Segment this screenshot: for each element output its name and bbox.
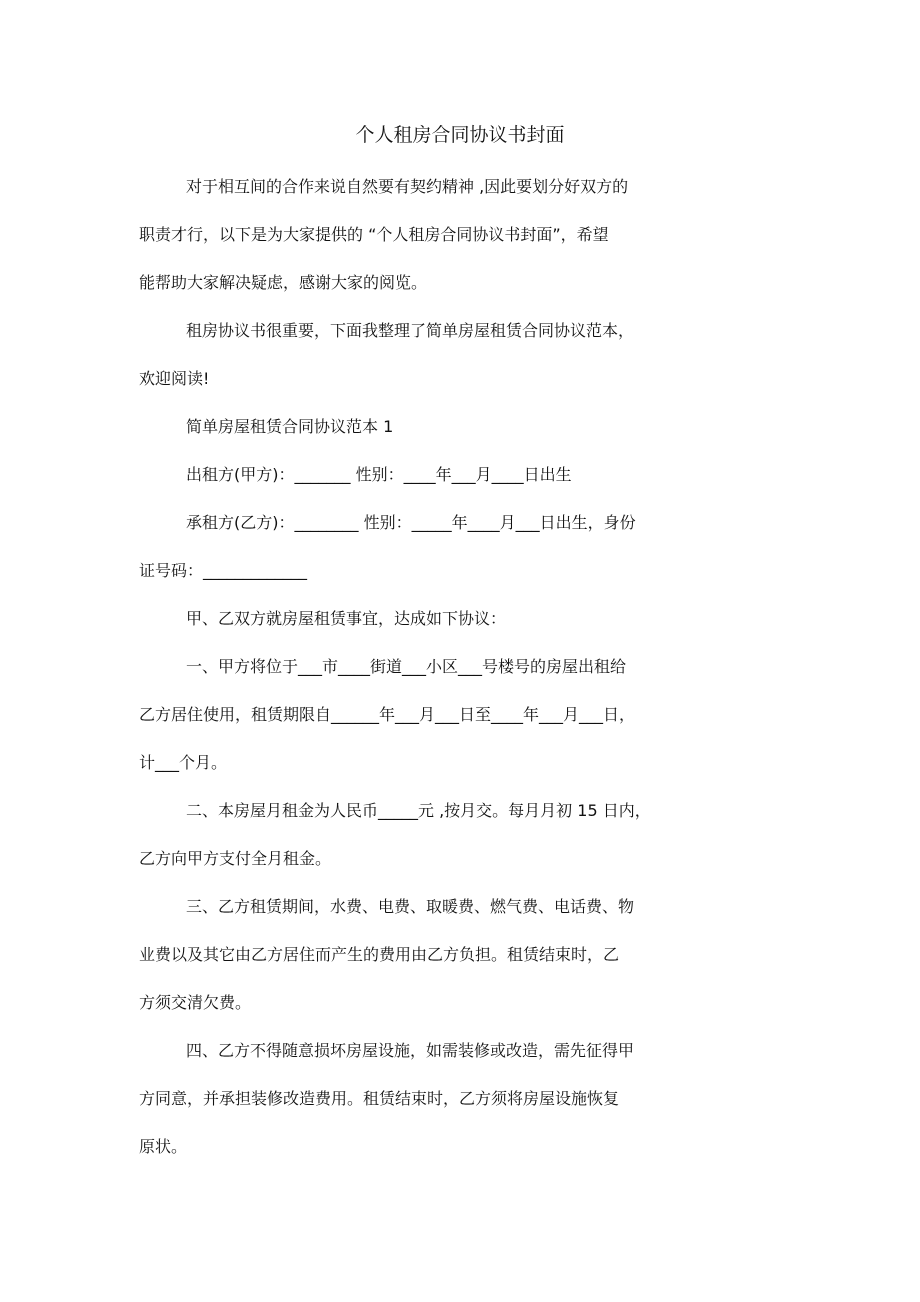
- paragraph-lessor: [139, 459, 803, 507]
- paragraph-agreement: [139, 603, 803, 651]
- text-line: 简单房屋租赁合同协议范本 1: [186, 417, 394, 436]
- text-line: 乙方向甲方支付全月租金。: [139, 849, 332, 868]
- text-line: 业费以及其它由乙方居住而产生的费用由乙方负担。租赁结束时，乙: [139, 945, 620, 964]
- text-line: 欢迎阅读!: [139, 369, 210, 388]
- text-line: 方同意，并承担装修改造费用。租赁结束时，乙方须将房屋设施恢复: [139, 1089, 620, 1108]
- text-line: 四、乙方不得随意损坏房屋设施，如需装修或改造，需先征得甲: [186, 1041, 635, 1060]
- text-line: 职责才行，以下是为大家提供的 “个人租房合同协议书封面”，希望: [139, 225, 609, 244]
- document-body: [139, 171, 803, 1163]
- clause-3: [139, 891, 803, 1035]
- paragraph-lead: [139, 315, 803, 411]
- text-line: 对于相互间的合作来说自然要有契约精神 ,因此要划分好双方的: [186, 177, 629, 196]
- clause-4: [139, 1035, 803, 1163]
- clause-2: [139, 795, 803, 891]
- paragraph-lessee: [139, 507, 803, 603]
- text-line: 能帮助大家解决疑虑，感谢大家的阅览。: [139, 273, 428, 292]
- text-line: 原状。: [139, 1137, 188, 1156]
- text-line: 二、本房屋月租金为人民币_____元 ,按月交。每月月初 15 日内，: [186, 801, 651, 820]
- clause-1: [139, 651, 803, 795]
- text-line: 租房协议书很重要，下面我整理了简单房屋租赁合同协议范本，: [186, 321, 635, 340]
- section-heading: [139, 411, 803, 459]
- document-title: 个人租房合同协议书封面: [355, 124, 565, 146]
- text-line: 出租方(甲方)：_______ 性别：____年___月____日出生: [186, 465, 572, 484]
- text-line: 计___个月。: [139, 753, 228, 772]
- text-line: 承租方(乙方)：________ 性别：_____年____月___日出生，身份: [186, 513, 636, 532]
- paragraph-intro: [139, 171, 803, 315]
- text-line: 一、甲方将位于___市____街道___小区___号楼号的房屋出租给: [186, 657, 627, 676]
- text-line: 三、乙方租赁期间，水费、电费、取暖费、燃气费、电话费、物: [186, 897, 635, 916]
- text-line: 证号码：_____________: [139, 561, 308, 580]
- text-line: 方须交清欠费。: [139, 993, 252, 1012]
- text-line: 乙方居住使用，租赁期限自______年___月___日至____年___月___日，: [139, 705, 636, 724]
- text-line: 甲、乙双方就房屋租赁事宜，达成如下协议：: [186, 609, 507, 628]
